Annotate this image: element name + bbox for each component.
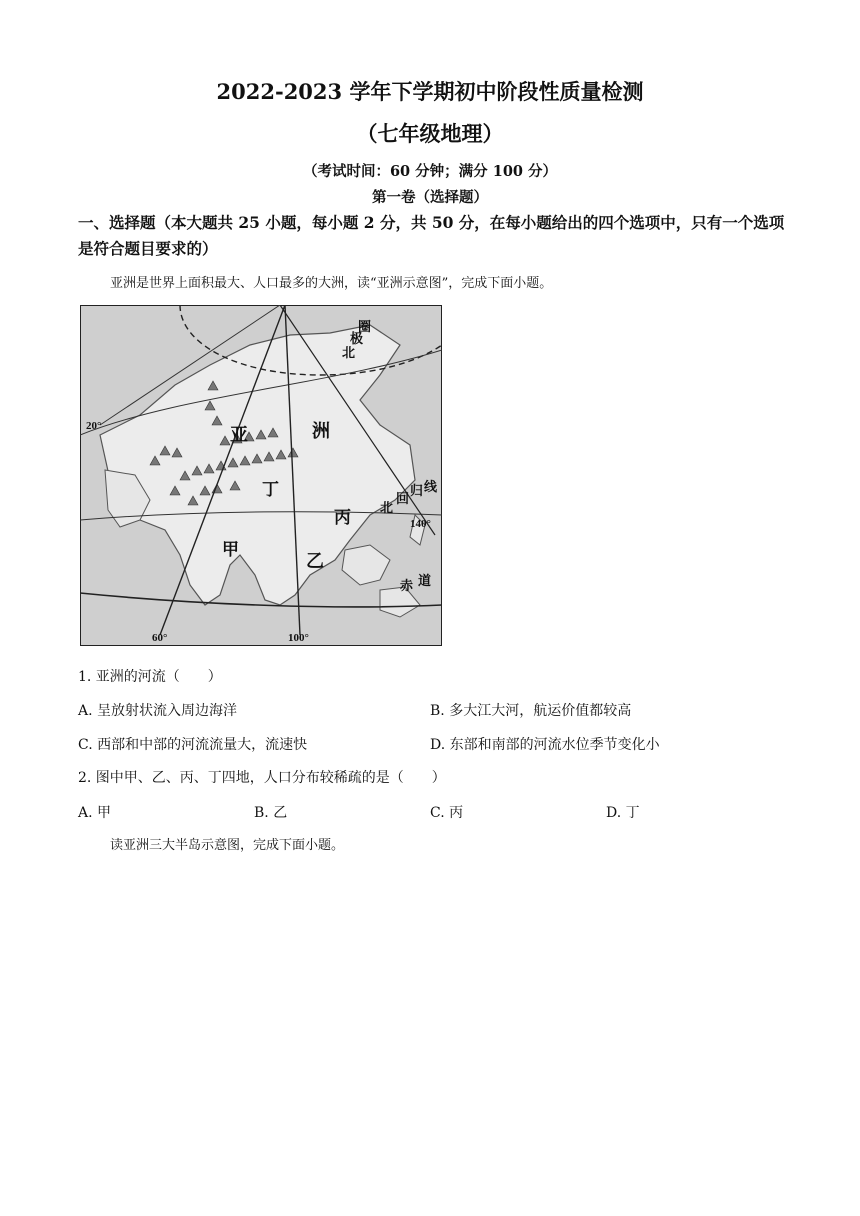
label-ding: 丁 [262,480,279,499]
equator-char-1: 赤 [400,578,414,593]
label-bing: 丙 [334,508,351,527]
label-ya: 亚 [230,425,248,445]
question-intro: 亚洲是世界上面积最大、人口最多的大洲，读“亚洲示意图”，完成下面小题。 [110,276,553,291]
section-heading: 一、选择题（本大题共 25 小题，每小题 2 分，共 50 分，在每小题给出的四个选项中，只有一个选项是符合题目要求的） [78,213,785,258]
q1-option-d[interactable]: D. 东部和南部的河流水位季节变化小 [430,737,660,753]
tropic-char-4: 线 [424,479,438,494]
q1-option-a[interactable]: A. 呈放射状流入周边海洋 [78,703,238,719]
q1-option-b[interactable]: B. 多大江大河，航运价值都较高 [430,703,632,719]
deg-20: 20° [86,420,102,432]
equator-char-2: 道 [418,573,432,588]
q2-option-b[interactable]: B. 乙 [254,805,288,821]
deg-60: 60° [152,632,168,644]
arctic-char-3: 圈 [358,319,372,334]
q2-option-c[interactable]: C. 丙 [430,805,464,821]
tropic-char-2: 回 [396,491,410,506]
deg-100: 100° [288,632,309,644]
label-jia: 甲 [222,540,239,559]
volume-title: 第一卷（选择题） [372,189,488,206]
exam-title: 2022-2023 学年下学期初中阶段性质量检测 [216,79,644,104]
tropic-char-3: 归 [410,483,424,498]
subject-title: （七年级地理） [356,121,504,146]
q2-option-d[interactable]: D. 丁 [606,805,640,821]
question-intro-2: 读亚洲三大半岛示意图，完成下面小题。 [110,838,345,853]
tropic-char-1: 北 [380,500,394,515]
arctic-char-2: 极 [350,331,364,346]
question-2-stem: 2. 图中甲、乙、丙、丁四地，人口分布较稀疏的是（ ） [78,770,446,786]
label-zhou: 洲 [312,421,330,441]
asia-map [80,305,442,646]
exam-info: （考试时间：60 分钟；满分 100 分） [302,163,558,180]
q2-option-a[interactable]: A. 甲 [78,805,112,821]
arctic-char-1: 北 [342,345,356,360]
question-1-stem: 1. 亚洲的河流（ ） [78,669,222,685]
q1-option-c[interactable]: C. 西部和中部的河流流量大，流速快 [78,737,308,753]
deg-140: 140° [410,518,431,530]
label-yi: 乙 [306,551,324,571]
